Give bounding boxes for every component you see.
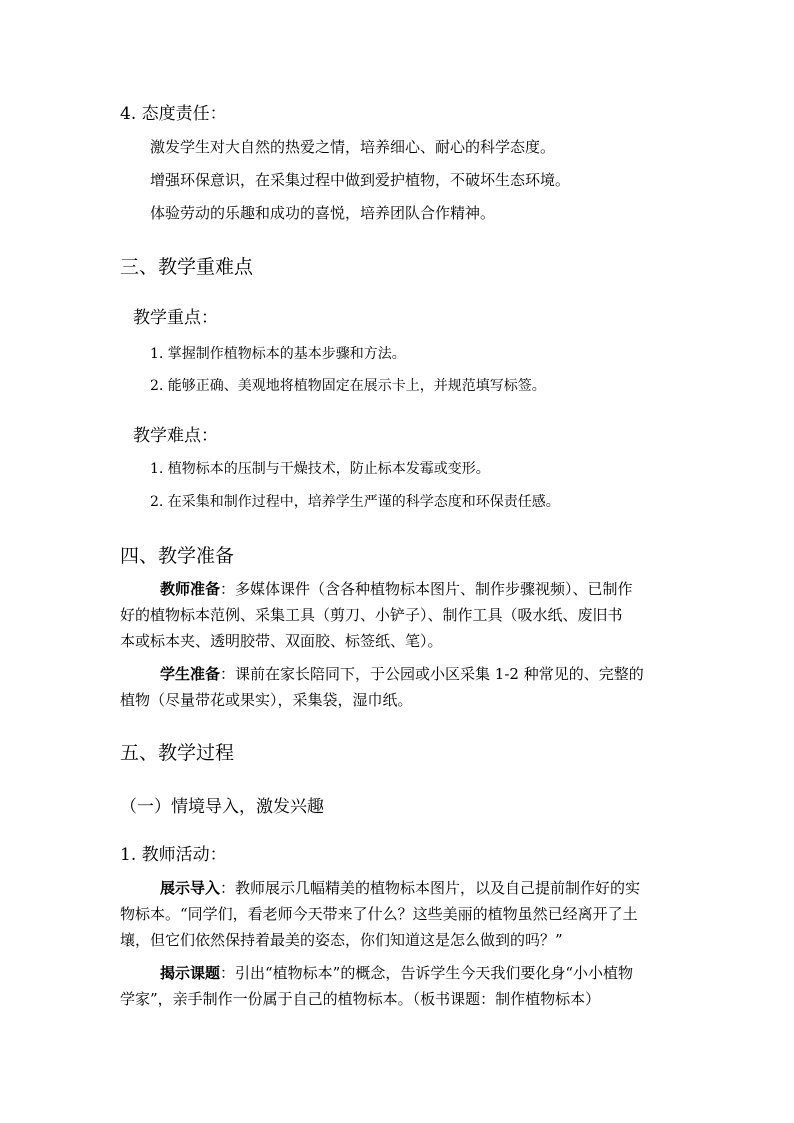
student-prep-text-1: ：课前在家长陪同下，于公园或小区采集 1-2 种常见的、完整的 bbox=[220, 665, 644, 683]
attitude-line-1: 激发学生对大自然的热爱之情，培养细心、耐心的科学态度。 bbox=[150, 138, 556, 156]
teacher-prep-line-2: 好的植物标本范例、采集工具（剪刀、小铲子）、制作工具（吸水纸、废旧书 bbox=[120, 606, 623, 624]
section-heading-attitude: 4. 态度责任： bbox=[120, 104, 227, 124]
teacher-prep-line-3: 本或标本夹、透明胶带、双面胶、标签纸、笔）。 bbox=[120, 632, 443, 650]
show-text-1: ：教师展示几幅精美的植物标本图片，以及自己提前制作好的实 bbox=[220, 879, 641, 897]
student-prep-line-2: 植物（尽量带花或果实），采集袋，湿巾纸。 bbox=[120, 691, 413, 709]
attitude-line-3: 体验劳动的乐趣和成功的喜悦，培养团队合作精神。 bbox=[150, 204, 496, 222]
focus-heading: 教学重点： bbox=[133, 308, 218, 328]
activity-heading: 1. 教师活动： bbox=[120, 845, 227, 865]
show-line-2: 物标本。“同学们，看老师今天带来了什么？这些美丽的植物虽然已经离开了土 bbox=[120, 905, 638, 923]
section-heading-process: 五、教学过程 bbox=[120, 742, 235, 764]
teacher-prep-text-1: ：多媒体课件（含各种植物标本图片、制作步骤视频）、已制作 bbox=[220, 580, 633, 598]
show-label: 展示导入 bbox=[160, 879, 221, 897]
attitude-line-2: 增强环保意识，在采集过程中做到爱护植物，不破坏生态环境。 bbox=[150, 171, 571, 189]
student-prep-label: 学生准备 bbox=[160, 665, 221, 683]
focus-item-2: 2. 能够正确、美观地将植物固定在展示卡上，并规范填写标签。 bbox=[150, 378, 546, 394]
show-line-1 bbox=[160, 877, 640, 898]
reveal-line-2: 学家”，亲手制作一份属于自己的植物标本。（板书课题：制作植物标本） bbox=[120, 990, 601, 1008]
process-sub-heading: （一）情境导入，激发兴趣 bbox=[120, 797, 324, 817]
focus-item-1: 1. 掌握制作植物标本的基本步骤和方法。 bbox=[150, 346, 406, 362]
section-heading-preparation: 四、教学准备 bbox=[120, 545, 235, 567]
reveal-line-1 bbox=[160, 962, 633, 983]
reveal-label: 揭示课题 bbox=[160, 964, 221, 982]
student-prep-line-1 bbox=[160, 663, 644, 684]
reveal-text-1: ：引出“植物标本”的概念，告诉学生今天我们要化身“小小植物 bbox=[220, 964, 634, 982]
difficulty-heading: 教学难点： bbox=[133, 426, 218, 446]
show-line-3: 壤，但它们依然保持着最美的姿态，你们知道这是怎么做到的吗？” bbox=[120, 931, 563, 949]
section-heading-key-points: 三、教学重难点 bbox=[120, 256, 254, 278]
teacher-prep-label: 教师准备 bbox=[160, 580, 221, 598]
teacher-prep-line-1 bbox=[160, 578, 633, 599]
difficulty-item-1: 1. 植物标本的压制与干燥技术，防止标本发霉或变形。 bbox=[150, 461, 490, 477]
difficulty-item-2: 2. 在采集和制作过程中，培养学生严谨的科学态度和环保责任感。 bbox=[150, 494, 560, 510]
